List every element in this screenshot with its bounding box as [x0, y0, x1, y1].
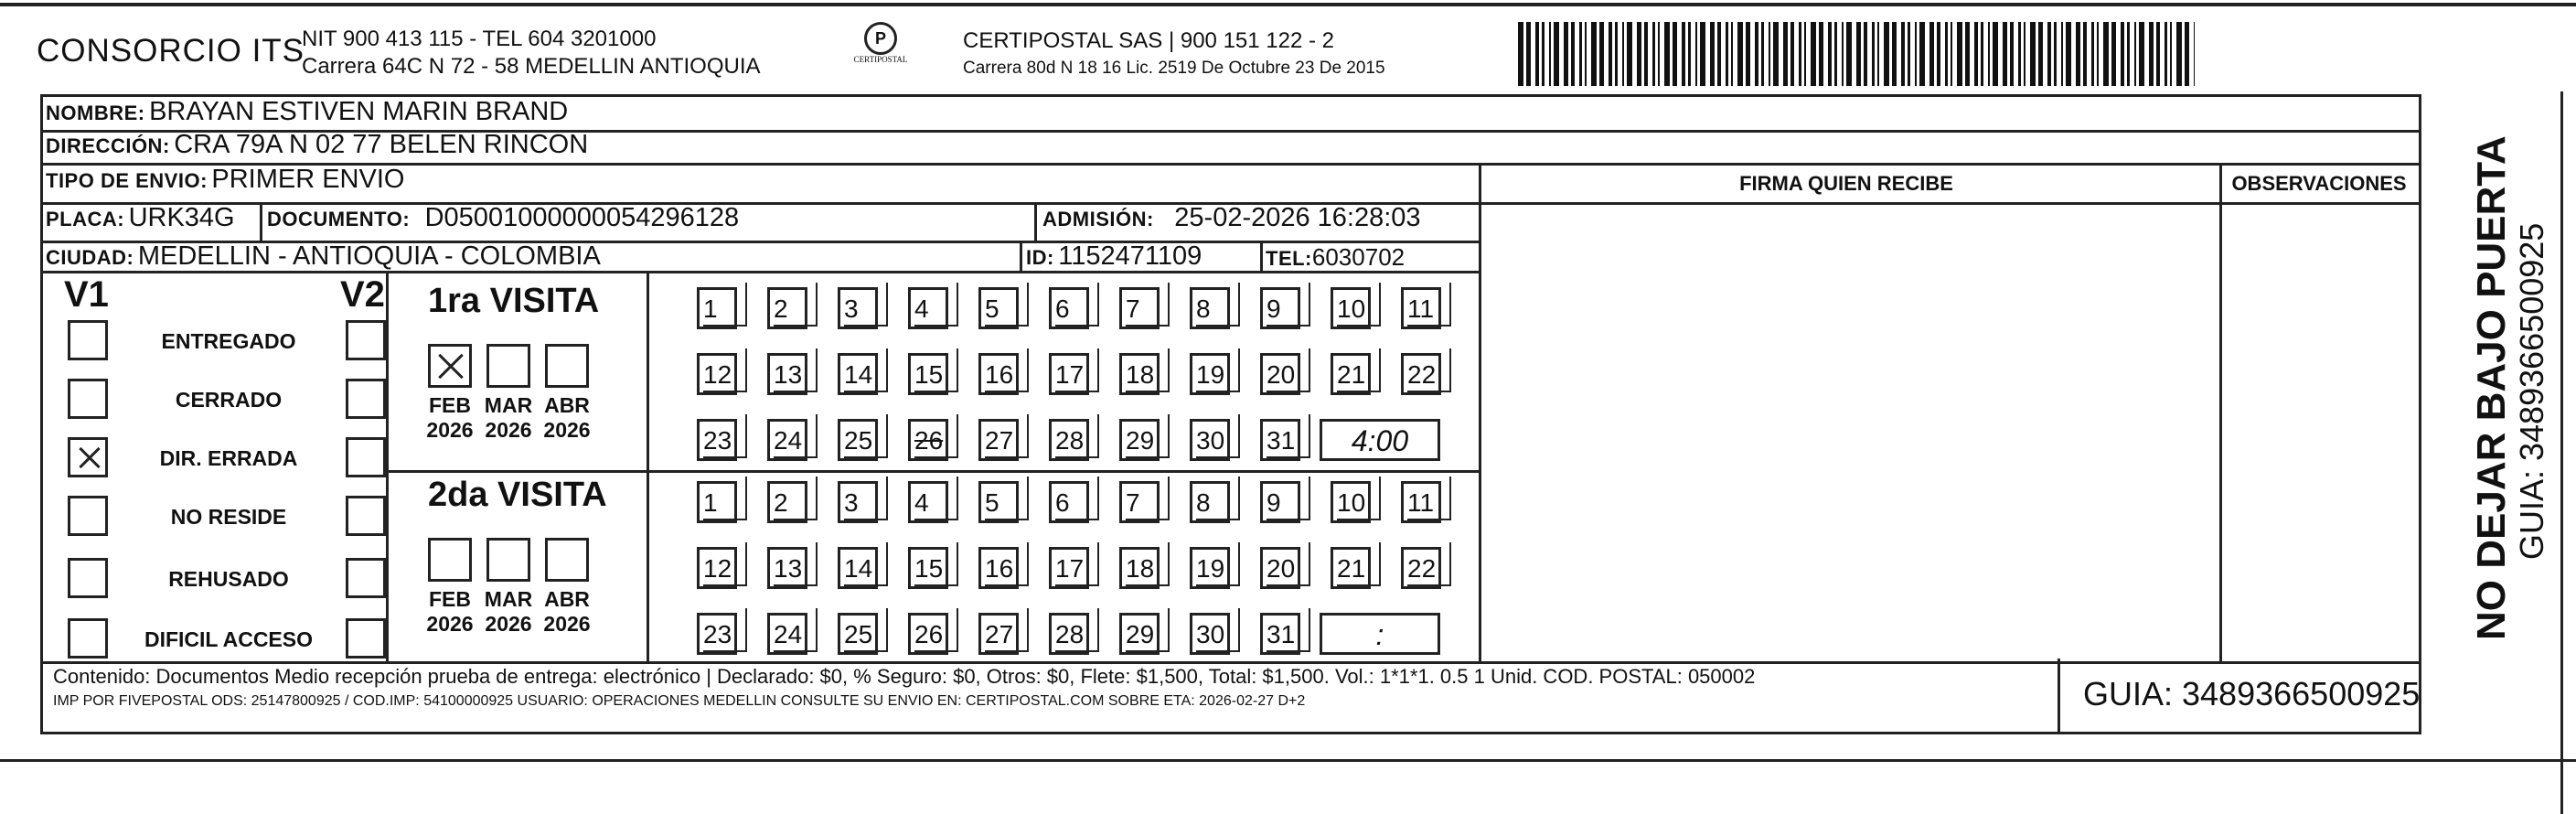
month-name: FEB	[429, 587, 471, 611]
barcode-bar	[1554, 22, 1559, 86]
month-year: 2026	[426, 418, 474, 442]
barcode-bar	[2030, 22, 2036, 86]
visit1-day-11[interactable]: 11	[1401, 287, 1441, 329]
barcode-bar	[1877, 22, 1879, 86]
visit2-day-17[interactable]: 17	[1049, 547, 1089, 589]
visit2-day-30[interactable]: 30	[1190, 613, 1230, 655]
tel-cell	[1266, 243, 1405, 272]
barcode-bar	[1872, 22, 1875, 86]
visit1-day-8[interactable]: 8	[1190, 287, 1230, 329]
visit1-day-2[interactable]: 2	[767, 287, 807, 329]
barcode-bar	[1627, 22, 1632, 86]
visit2-day-10[interactable]: 10	[1331, 481, 1371, 523]
barcode-bar	[1846, 22, 1852, 86]
visit2-day-1[interactable]: 1	[697, 481, 737, 523]
visit1-day-21[interactable]: 21	[1331, 353, 1371, 395]
barcode-bar	[2164, 22, 2167, 86]
admission-label: ADMISIÓN:	[1042, 208, 1154, 230]
v2-checkbox[interactable]	[346, 437, 386, 477]
name-row	[46, 97, 568, 127]
barcode-bar	[1993, 22, 1998, 86]
carrier-line: CERTIPOSTAL SAS | 900 151 122 - 2	[963, 28, 1334, 53]
barcode-bar	[1856, 22, 1861, 86]
visit2-day-19[interactable]: 19	[1190, 547, 1230, 589]
barcode-bar	[1892, 22, 1897, 86]
visit1-day-19[interactable]: 19	[1190, 353, 1230, 395]
visit2-time-box[interactable]: :	[1320, 613, 1440, 655]
month-name: FEB	[429, 393, 471, 417]
reason-label: ENTREGADO	[161, 329, 296, 353]
visit2-day-24[interactable]: 24	[767, 613, 807, 655]
barcode-bar	[1700, 22, 1705, 86]
barcode-bar	[1609, 22, 1612, 86]
bottom-rule	[0, 759, 2576, 805]
carrier-address: Carrera 80d N 18 16 Lic. 2519 De Octubre 23 De 2015	[963, 59, 1385, 78]
visit1-day-9[interactable]: 9	[1260, 287, 1300, 329]
visit1-day-26[interactable]: 26	[908, 419, 948, 461]
v1-heading: V1	[64, 274, 109, 315]
company-name: CONSORCIO ITS	[37, 33, 305, 69]
reason-label: CERRADO	[175, 388, 283, 412]
visit2-day-12[interactable]: 12	[697, 547, 737, 589]
visit2-day-11[interactable]: 11	[1401, 481, 1441, 523]
barcode-bar	[2149, 22, 2154, 86]
barcode-bar	[1579, 22, 1582, 86]
barcode-bar	[1957, 22, 1962, 86]
barcode-bar	[1864, 22, 1867, 86]
v1-checkbox[interactable]	[68, 379, 108, 419]
ship-type: PRIMER ENVIO	[211, 165, 405, 194]
v2-heading: V2	[340, 274, 385, 315]
barcode-bar	[1937, 22, 1940, 86]
barcode-bar	[1945, 22, 1948, 86]
barcode-bar	[1664, 22, 1670, 86]
barcode	[1518, 22, 2195, 86]
v2-checkbox[interactable]	[346, 618, 386, 659]
month-year: 2026	[426, 612, 474, 636]
month-year: 2026	[485, 612, 532, 636]
visit2-day-4[interactable]: 4	[908, 481, 948, 523]
observations-column-header: OBSERVACIONES	[2231, 172, 2407, 195]
company-nit: NIT 900 413 115 - TEL 604 3201000	[302, 27, 657, 51]
visit1-month-checkbox[interactable]	[428, 344, 472, 388]
barcode-bar	[1799, 22, 1801, 86]
address-row	[46, 130, 588, 160]
barcode-bar	[1518, 22, 1523, 86]
visit1-day-29[interactable]: 29	[1119, 419, 1160, 461]
barcode-bar	[1828, 22, 1832, 86]
barcode-bar	[1811, 22, 1816, 86]
visit2-month-checkbox[interactable]	[545, 538, 589, 582]
visit1-day-22[interactable]: 22	[1401, 353, 1441, 395]
visit2-day-3[interactable]: 3	[838, 481, 878, 523]
v1-checkbox[interactable]	[68, 618, 108, 659]
barcode-bar	[1726, 22, 1728, 86]
city-row	[46, 241, 601, 272]
contents-line: Contenido: Documentos Medio recepción prueba de entrega: electrónico | Declarado: $0, % Seguro: $0, Otros: $0, Flete: $1,500, Total: $1,500. Vol.: 1*1*1. 0.5 1 Unid. COD. POSTAL: 050002	[53, 665, 1756, 688]
visit1-day-7[interactable]: 7	[1119, 287, 1160, 329]
visit1-day-13[interactable]: 13	[767, 353, 807, 395]
visit1-month-label	[418, 393, 482, 443]
visit1-day-1[interactable]: 1	[697, 287, 737, 329]
document-number: D05001000000054296128	[424, 203, 740, 232]
barcode-bar	[1542, 22, 1545, 86]
visit2-day-7[interactable]: 7	[1119, 481, 1160, 523]
visit2-month-checkbox[interactable]	[486, 538, 530, 582]
barcode-bar	[2076, 22, 2080, 86]
barcode-bar	[1564, 22, 1568, 86]
logo-caption: CERTIPOSTAL	[853, 55, 908, 64]
barcode-bar	[1804, 22, 1806, 86]
barcode-bar	[1695, 22, 1697, 86]
visit2-day-18[interactable]: 18	[1119, 547, 1160, 589]
visit1-day-27[interactable]: 27	[978, 419, 1019, 461]
v2-checkbox[interactable]	[346, 558, 386, 598]
visit1-day-17[interactable]: 17	[1049, 353, 1089, 395]
visit2-day-13[interactable]: 13	[767, 547, 807, 589]
barcode-bar	[1682, 22, 1685, 86]
visit2-day-31[interactable]: 31	[1260, 613, 1300, 655]
city: MEDELLIN - ANTIOQUIA - COLOMBIA	[137, 241, 601, 271]
barcode-bar	[1622, 22, 1624, 86]
visit2-day-27[interactable]: 27	[978, 613, 1019, 655]
barcode-bar	[1535, 22, 1539, 86]
address-label: DIRECCIÓN:	[46, 134, 170, 157]
barcode-bar	[1615, 22, 1618, 86]
barcode-bar	[1673, 22, 1677, 86]
visit2-day-14[interactable]: 14	[838, 547, 878, 589]
right-edge-rule	[2560, 91, 2563, 814]
barcode-bar	[1884, 22, 1889, 86]
barcode-bar	[1819, 22, 1823, 86]
month-year: 2026	[485, 418, 532, 442]
visit2-day-22[interactable]: 22	[1401, 547, 1441, 589]
barcode-bar	[1717, 22, 1721, 86]
visit1-day-5[interactable]: 5	[978, 287, 1019, 329]
barcode-bar	[1783, 22, 1788, 86]
barcode-bar	[2170, 22, 2172, 86]
barcode-bar	[1591, 22, 1597, 86]
plate: URK34G	[128, 203, 235, 232]
barcode-bar	[2097, 22, 2099, 86]
barcode-bar	[1988, 22, 1990, 86]
barcode-bar	[2091, 22, 2094, 86]
visit1-month-checkbox[interactable]	[545, 344, 589, 388]
visit2-day-16[interactable]: 16	[978, 547, 1019, 589]
barcode-bar	[1919, 22, 1925, 86]
visit1-day-3[interactable]: 3	[838, 287, 878, 329]
admission-date: 25-02-2026 16:28:03	[1174, 203, 1421, 232]
month-year: 2026	[543, 612, 591, 636]
barcode-bar	[2010, 22, 2014, 86]
barcode-bar	[1731, 22, 1733, 86]
visit1-day-28[interactable]: 28	[1049, 419, 1089, 461]
barcode-bar	[1951, 22, 1952, 86]
barcode-bar	[1710, 22, 1715, 86]
imp-line: IMP POR FIVEPOSTAL ODS: 25147800925 / COD.IMP: 54100000925 USUARIO: OPERACIONES MEDELLIN CONSULTE SU ENVIO EN: CERTIPOSTAL.COM SOBRE ETA: 2026-02-27 D+2	[53, 693, 1306, 709]
barcode-bar	[1965, 22, 1970, 86]
visit2-day-8[interactable]: 8	[1190, 481, 1230, 523]
barcode-bar	[2156, 22, 2160, 86]
visit2-day-20[interactable]: 20	[1260, 547, 1300, 589]
visit1-month-label	[476, 393, 540, 443]
barcode-bar	[2103, 22, 2109, 86]
signature-column-header: FIRMA QUIEN RECIBE	[1739, 172, 1953, 195]
visit2-month-label	[535, 587, 599, 637]
visit2-month-checkbox[interactable]	[428, 538, 472, 582]
visit2-day-5[interactable]: 5	[978, 481, 1019, 523]
side-guia: GUIA: 3489366500925	[2513, 222, 2550, 560]
visit2-day-25[interactable]: 25	[838, 613, 878, 655]
barcode-bar	[2083, 22, 2087, 86]
visit2-day-9[interactable]: 9	[1260, 481, 1300, 523]
reason-label: REHUSADO	[168, 567, 289, 591]
visit1-day-23[interactable]: 23	[697, 419, 737, 461]
barcode-bar	[2047, 22, 2051, 86]
barcode-bar	[2134, 22, 2136, 86]
barcode-bar	[2111, 22, 2116, 86]
barcode-bar	[1901, 22, 1905, 86]
barcode-bar	[1790, 22, 1794, 86]
plate-label: PLACA:	[46, 208, 125, 230]
reason-label: DIR. ERRADA	[159, 446, 298, 470]
v1-checkbox[interactable]	[68, 437, 108, 477]
barcode-bar	[1974, 22, 1978, 86]
barcode-bar	[1571, 22, 1575, 86]
barcode-bar	[1599, 22, 1604, 86]
recipient-name: BRAYAN ESTIVEN MARIN BRAND	[149, 97, 569, 126]
barcode-bar	[1526, 22, 1531, 86]
v2-checkbox[interactable]	[346, 320, 386, 360]
visit2-day-2[interactable]: 2	[767, 481, 807, 523]
barcode-bar	[1842, 22, 1844, 86]
v2-checkbox[interactable]	[346, 379, 386, 419]
id-number: 1152471109	[1058, 241, 1202, 271]
barcode-bar	[1769, 22, 1770, 86]
barcode-bar	[1549, 22, 1551, 86]
month-name: MAR	[484, 393, 533, 417]
barcode-bar	[1637, 22, 1641, 86]
visit1-month-checkbox[interactable]	[486, 344, 530, 388]
month-name: MAR	[484, 587, 533, 611]
certipostal-logo	[849, 22, 913, 64]
ship-type-label: TIPO DE ENVIO:	[46, 169, 208, 192]
visit1-day-25[interactable]: 25	[838, 419, 878, 461]
visit1-day-31[interactable]: 31	[1260, 419, 1300, 461]
barcode-bar	[1688, 22, 1691, 86]
v1-checkbox[interactable]	[68, 496, 108, 536]
barcode-bar	[2066, 22, 2071, 86]
barcode-bar	[1755, 22, 1758, 86]
barcode-bar	[2121, 22, 2124, 86]
barcode-bar	[1737, 22, 1743, 86]
logo-mark: P	[864, 22, 897, 55]
visit2-month-label	[418, 587, 482, 637]
barcode-bar	[1658, 22, 1660, 86]
barcode-bar	[1761, 22, 1764, 86]
tel-number: 6030702	[1311, 243, 1406, 271]
month-name: ABR	[544, 393, 590, 417]
visit1-month-label	[535, 393, 599, 443]
visit1-title: 1ra VISITA	[428, 282, 600, 320]
top-rule	[0, 3, 2576, 6]
ship-type-row	[46, 165, 404, 195]
city-label: CIUDAD:	[46, 246, 134, 269]
visit2-day-15[interactable]: 15	[908, 547, 948, 589]
month-year: 2026	[543, 418, 591, 442]
barcode-bar	[1929, 22, 1934, 86]
visit1-day-14[interactable]: 14	[838, 353, 878, 395]
barcode-bar	[1915, 22, 1917, 86]
visit1-day-18[interactable]: 18	[1119, 353, 1160, 395]
barcode-bar	[2038, 22, 2043, 86]
id-cell	[1026, 241, 1202, 272]
document-cell	[267, 203, 739, 233]
barcode-bar	[2003, 22, 2007, 86]
plate-row	[46, 203, 235, 233]
barcode-bar	[2194, 22, 2195, 86]
barcode-bar	[2176, 22, 2182, 86]
company-address: Carrera 64C N 72 - 58 MEDELLIN ANTIOQUIA	[302, 54, 761, 79]
visit1-day-24[interactable]: 24	[767, 419, 807, 461]
visit2-day-29[interactable]: 29	[1119, 613, 1160, 655]
visit1-day-15[interactable]: 15	[908, 353, 948, 395]
barcode-bar	[1644, 22, 1648, 86]
barcode-bar	[1746, 22, 1750, 86]
barcode-bar	[2127, 22, 2130, 86]
name-label: NOMBRE:	[46, 102, 145, 124]
visit2-day-28[interactable]: 28	[1049, 613, 1089, 655]
visit1-day-16[interactable]: 16	[978, 353, 1019, 395]
visit2-month-label	[476, 587, 540, 637]
barcode-bar	[1652, 22, 1655, 86]
month-name: ABR	[544, 587, 590, 611]
admission-cell	[1042, 203, 1421, 233]
v2-checkbox[interactable]	[346, 496, 386, 536]
recipient-address: CRA 79A N 02 77 BELEN RINCON	[174, 130, 589, 159]
id-label: ID:	[1026, 246, 1054, 269]
guia-number: GUIA: 3489366500925	[2083, 675, 2421, 712]
visit2-day-21[interactable]: 21	[1331, 547, 1371, 589]
visit2-day-26[interactable]: 26	[908, 613, 948, 655]
v1-checkbox[interactable]	[68, 558, 108, 598]
barcode-bar	[1585, 22, 1587, 86]
visit1-day-20[interactable]: 20	[1260, 353, 1300, 395]
barcode-bar	[2061, 22, 2063, 86]
barcode-bar	[1981, 22, 1983, 86]
barcode-bar	[2185, 22, 2189, 86]
visit1-day-30[interactable]: 30	[1190, 419, 1230, 461]
document-label: DOCUMENTO:	[267, 208, 411, 230]
visit1-day-10[interactable]: 10	[1331, 287, 1371, 329]
barcode-bar	[2054, 22, 2057, 86]
visit2-day-6[interactable]: 6	[1049, 481, 1089, 523]
visit1-day-4[interactable]: 4	[908, 287, 948, 329]
no-dejar-warning: NO DEJAR BAJO PUERTA	[2469, 135, 2514, 640]
reason-label: NO RESIDE	[170, 505, 287, 529]
visit1-time-box[interactable]: 4:00	[1320, 419, 1440, 461]
visit2-title: 2da VISITA	[428, 476, 607, 514]
reason-label: DIFICIL ACCESO	[144, 627, 313, 651]
visit1-day-6[interactable]: 6	[1049, 287, 1089, 329]
barcode-bar	[1834, 22, 1837, 86]
barcode-bar	[2024, 22, 2026, 86]
barcode-bar	[1773, 22, 1779, 86]
v1-checkbox[interactable]	[68, 320, 108, 360]
visit2-day-23[interactable]: 23	[697, 613, 737, 655]
visit1-day-12[interactable]: 12	[697, 353, 737, 395]
barcode-bar	[1908, 22, 1910, 86]
tel-label: TEL:	[1266, 247, 1312, 270]
barcode-bar	[2018, 22, 2021, 86]
barcode-bar	[2139, 22, 2144, 86]
